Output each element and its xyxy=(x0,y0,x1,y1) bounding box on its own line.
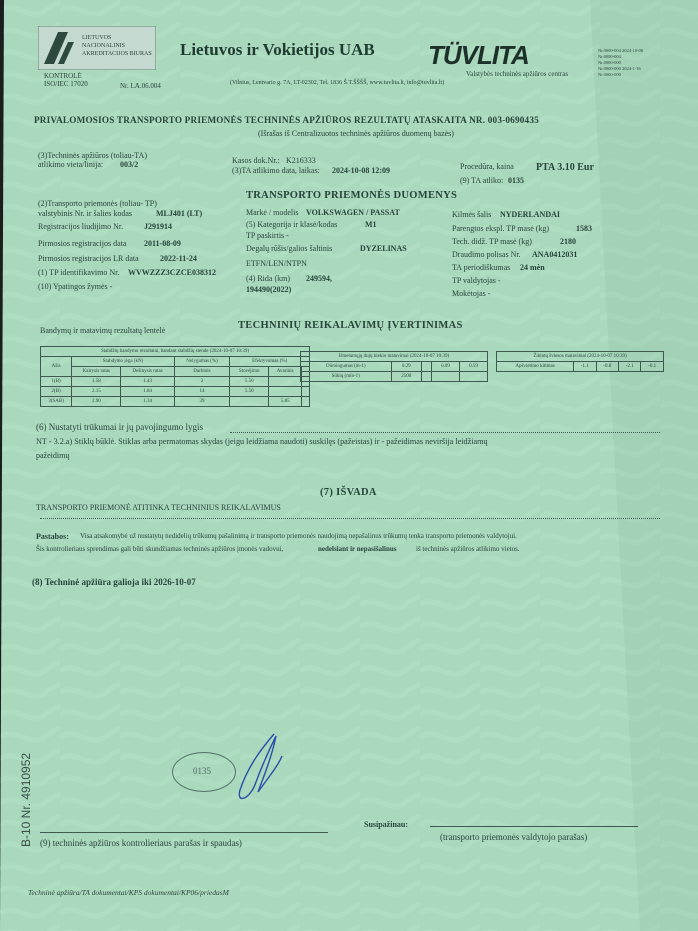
company-name: Lietuvos ir Vokietijos UAB xyxy=(180,40,375,59)
cell: 5.85 xyxy=(269,397,302,407)
mass-max-value: 2180 xyxy=(560,237,576,246)
fuel-value: DYZELINAS xyxy=(360,244,407,253)
cell: 0.59 xyxy=(459,362,487,372)
cell xyxy=(432,372,460,382)
code-line: Nr.0000-000 xyxy=(598,60,621,65)
mass-empty-value: 1583 xyxy=(576,224,592,233)
country-value: NYDERLANDAI xyxy=(500,210,561,219)
cell: 1.34 xyxy=(121,397,174,407)
make-label: Markė / modelis xyxy=(246,208,299,217)
table-row xyxy=(41,397,310,407)
cell: 14 xyxy=(174,387,230,397)
note-text: Visa atsakomybė už nustatytų nedidelių trūkumų pašalinimą ir transporto priemonės naudojimą nepašalinus trūkumų tenka transporto priemonės valdytojui. xyxy=(80,532,517,540)
stamp-number: 0135 xyxy=(193,766,211,776)
cell: -0.1 xyxy=(641,362,664,372)
brake-col-axle: Ašis xyxy=(41,357,72,377)
ta-label-2: atlikimo vieta/linija: xyxy=(38,160,104,169)
emission-header: Išmetamųjų dujų kiekio matavimai (2024-10-07 10:39) xyxy=(301,352,488,362)
cell xyxy=(269,387,302,397)
kasos-label: Kasos dok.Nr.: xyxy=(232,156,280,165)
table-row xyxy=(301,362,488,372)
brake-subcol-emergency: Avarinis xyxy=(269,367,302,377)
cell: Sūkių (min-1) xyxy=(301,372,392,382)
akreditacija-logo xyxy=(38,26,156,70)
country-label: Kilmės šalis xyxy=(452,210,492,219)
inspector-signature-line xyxy=(40,832,328,833)
cell: 2(B) xyxy=(41,387,72,397)
cell: 2.15 xyxy=(72,387,121,397)
ta-atliko-value: 0135 xyxy=(508,176,524,185)
code-line: Nr.0000-000 xyxy=(598,72,621,77)
category-value: M1 xyxy=(365,220,377,229)
reg-value: J291914 xyxy=(144,222,172,231)
table-row xyxy=(41,387,310,397)
cell xyxy=(421,372,431,382)
accreditation-number: Nr. LA.06.004 xyxy=(120,82,161,90)
table-row xyxy=(497,362,664,372)
brake-results-table xyxy=(40,346,310,407)
odo-value: 249594, xyxy=(306,274,332,283)
brake-table-header: Stabdžių bandymo rezultatai, bandant stabdžių stende (2024-10-07 10:39) xyxy=(41,347,310,357)
brake-subcol-left: Kairysis ratas xyxy=(72,367,121,377)
inspector-signature xyxy=(228,726,288,816)
cell: -0.8 xyxy=(596,362,618,372)
cell: 5.50 xyxy=(230,377,269,387)
procedura-label: Procedūra, kaina xyxy=(460,162,514,171)
cell: 2.90 xyxy=(72,397,121,407)
make-value: VOLKSWAGEN / PASSAT xyxy=(306,208,400,217)
cell: 2500 xyxy=(391,372,421,382)
code-line: Nr.0000-000 2024-1-16 xyxy=(598,66,641,71)
brake-col-unevenness: Nelygumas (%) xyxy=(174,357,230,367)
mass-max-label: Tech. didž. TP masė (kg) xyxy=(452,237,532,246)
category-label: (5) Kategorija ir klasė/kodas xyxy=(246,220,338,229)
vin-value: WVWZZZ3CZCE038312 xyxy=(128,268,217,277)
brand-subtitle: Valstybės techninės apžiūros centras xyxy=(466,70,569,78)
mass-empty-label: Parengtos ekspl. TP masė (kg) xyxy=(452,224,550,233)
period-label: TA periodiškumas xyxy=(452,263,511,272)
tp-value: MLJ401 (LT) xyxy=(156,209,203,218)
table-row xyxy=(301,372,488,382)
insurance-label: Draudimo polisas Nr. xyxy=(452,250,521,259)
cell: 0.09 xyxy=(432,362,460,372)
cell: 5.50 xyxy=(230,387,269,397)
assessment-title: TECHNINIŲ REIKALAVIMŲ ĮVERTINIMAS xyxy=(238,320,463,331)
cell: 1.43 xyxy=(121,377,174,387)
cell xyxy=(459,372,487,382)
first-reg-value: 2011-08-09 xyxy=(144,239,181,248)
brake-subcol-service: Darbinis xyxy=(174,367,230,377)
cell: 3(SAB) xyxy=(41,397,72,407)
cell: 2 xyxy=(174,377,230,387)
conclusion-title: (7) IŠVADA xyxy=(320,487,377,498)
atlikimo-value: 2024-10-08 12:09 xyxy=(332,166,390,175)
inspector-stamp xyxy=(172,752,236,792)
kasos-value: K216333 xyxy=(286,156,316,165)
lights-table xyxy=(496,351,664,372)
company-address: (Vilnius, Lentvario g. 7A, LT-02302, Tel. 1836 Š.T.ŠŠŠŠ, www.tuvlita.lt, info@tuvlita.lt) xyxy=(230,80,445,86)
conclusion-text: TRANSPORTO PRIEMONĖ ATITINKA TECHNINIUS REIKALAVIMUS xyxy=(36,503,281,512)
cell: 0.29 xyxy=(391,362,421,372)
brake-subcol-parking: Stovėjimo xyxy=(230,367,269,377)
validity-date: (8) Techninė apžiūra galioja iki 2026-10-07 xyxy=(32,577,196,587)
insurance-value: ANA0412031 xyxy=(532,250,578,259)
cell xyxy=(230,397,269,407)
vehicle-section-title: TRANSPORTO PRIEMONĖS DUOMENYS xyxy=(246,190,458,201)
tp-paskirtis: TP paskirtis - xyxy=(246,231,289,240)
brand-logo: TÜVLITA xyxy=(428,40,529,70)
cell: Dūmingumas (m-1) xyxy=(301,362,392,372)
kontrole-label: KONTROLĖ xyxy=(44,72,82,80)
holder-label: TP valdytojas - xyxy=(452,276,501,285)
report-subtitle: (Išrašas iš Centralizuotos techninės apžiūros duomenų bazės) xyxy=(258,129,454,138)
period-value: 24 mėn xyxy=(520,263,545,272)
defect-line-1: NT - 3.2.a) Stiklų būklė. Stiklas arba permatomas skydas (jeigu leidžiama naudoti) suskilęs (pažeistas) ir - pažeidimas neviršija leidžiamų xyxy=(36,437,488,446)
appeal-bold: nedelsiant ir nepasišalinus xyxy=(318,545,397,553)
owner-ack-label: Susipažinau: xyxy=(364,820,409,829)
lights-header: Žibintų šviesos matavimai (2024-10-07 10:39) xyxy=(497,352,664,362)
appeal-text-a: Šis kontrolieriaus sprendimas gali būti skundžiamas techninės apžiūros įmonės vadovui, xyxy=(36,545,284,553)
emission-table xyxy=(300,351,488,382)
cell: -1.1 xyxy=(574,362,596,372)
tp-label-2: valstybinis Nr. ir šalies kodas xyxy=(38,209,132,218)
divider xyxy=(230,432,660,433)
odo-value-2022: 194490(2022) xyxy=(246,285,292,294)
table-caption: Bandymų ir matavimų rezultatų lentelė xyxy=(40,326,166,335)
cell xyxy=(269,377,302,387)
cell: Apšvietimo kitimas xyxy=(497,362,574,372)
vin-label: (1) TP identifikavimo Nr. xyxy=(38,268,120,277)
cell: -2.1 xyxy=(619,362,641,372)
etfn-label: ETFN/LEN/NTPN xyxy=(246,259,307,268)
defect-line-2: pažeidimų xyxy=(36,451,70,460)
logo-text: LIETUVOS NACIONALINIS AKREDITACIJOS BIURAS xyxy=(82,35,152,57)
divider xyxy=(40,518,660,519)
code-line: Nr.0000-004 2024-10-08 xyxy=(598,48,643,53)
fuel-label: Degalų rūšis/galios šaltinis xyxy=(246,244,333,253)
atlikimo-label: (3)TA atlikimo data, laikas: xyxy=(232,166,320,175)
procedura-value: PTA 3.10 Eur xyxy=(536,162,594,173)
odo-label: (4) Rida (km) xyxy=(246,274,290,283)
reg-label: Registracijos liudijimo Nr. xyxy=(38,222,124,231)
table-row xyxy=(41,377,310,387)
first-reg-lt-value: 2022-11-24 xyxy=(160,254,197,263)
ta-value: 003/2 xyxy=(120,160,139,169)
first-reg-lt-label: Pirmosios registracijos LR data xyxy=(38,254,139,263)
payer-label: Mokėtojas - xyxy=(452,289,491,298)
appeal-text-b: iš techninės apžiūros atlikimo vietos. xyxy=(416,545,520,553)
ta-atliko-label: (9) TA atliko: xyxy=(460,176,504,185)
serial-number: B-10 Nr. 4910952 xyxy=(19,752,33,847)
code-line: Nr.0000-004 xyxy=(598,54,621,59)
cell: 1.58 xyxy=(72,377,121,387)
cell: 1(B) xyxy=(41,377,72,387)
iso-standard: ISO/IEC 17020 xyxy=(44,80,88,88)
note-label: Pastabos: xyxy=(36,532,69,541)
cell: 1.84 xyxy=(121,387,174,397)
tp-label-1: (2)Transporto priemonės (toliau- TP) xyxy=(38,199,157,208)
cell xyxy=(421,362,431,372)
report-title: PRIVALOMOSIOS TRANSPORTO PRIEMONĖS TECHNINĖS APŽIŪROS REZULTATŲ ATASKAITA NR. 003-0690435 xyxy=(34,115,539,125)
cell: 39 xyxy=(174,397,230,407)
brake-col-force: Stabdymo jėga (kN) xyxy=(72,357,175,367)
defects-label: (6) Nustatyti trūkumai ir jų pavojingumo lygis xyxy=(36,422,203,432)
brake-col-efficiency: Efektyvumas (%) xyxy=(230,357,310,367)
inspector-signature-label: (9) techninės apžiūros kontrolieriaus parašas ir spaudas) xyxy=(40,838,242,848)
owner-signature-line xyxy=(430,826,638,827)
special-label: (10) Ypatingos žymės - xyxy=(38,282,113,291)
owner-signature-label: (transporto priemonės valdytojo parašas) xyxy=(440,832,588,842)
ta-label-1: (3)Techninės apžiūros (toliau-TA) xyxy=(38,151,147,160)
brake-subcol-right: Dešinysis ratas xyxy=(121,367,174,377)
first-reg-label: Pirmosios registracijos data xyxy=(38,239,127,248)
footer-path: Techninė apžiūra/TA dokumentai/KPS dokumentai/KP06/priedasM xyxy=(28,888,229,897)
